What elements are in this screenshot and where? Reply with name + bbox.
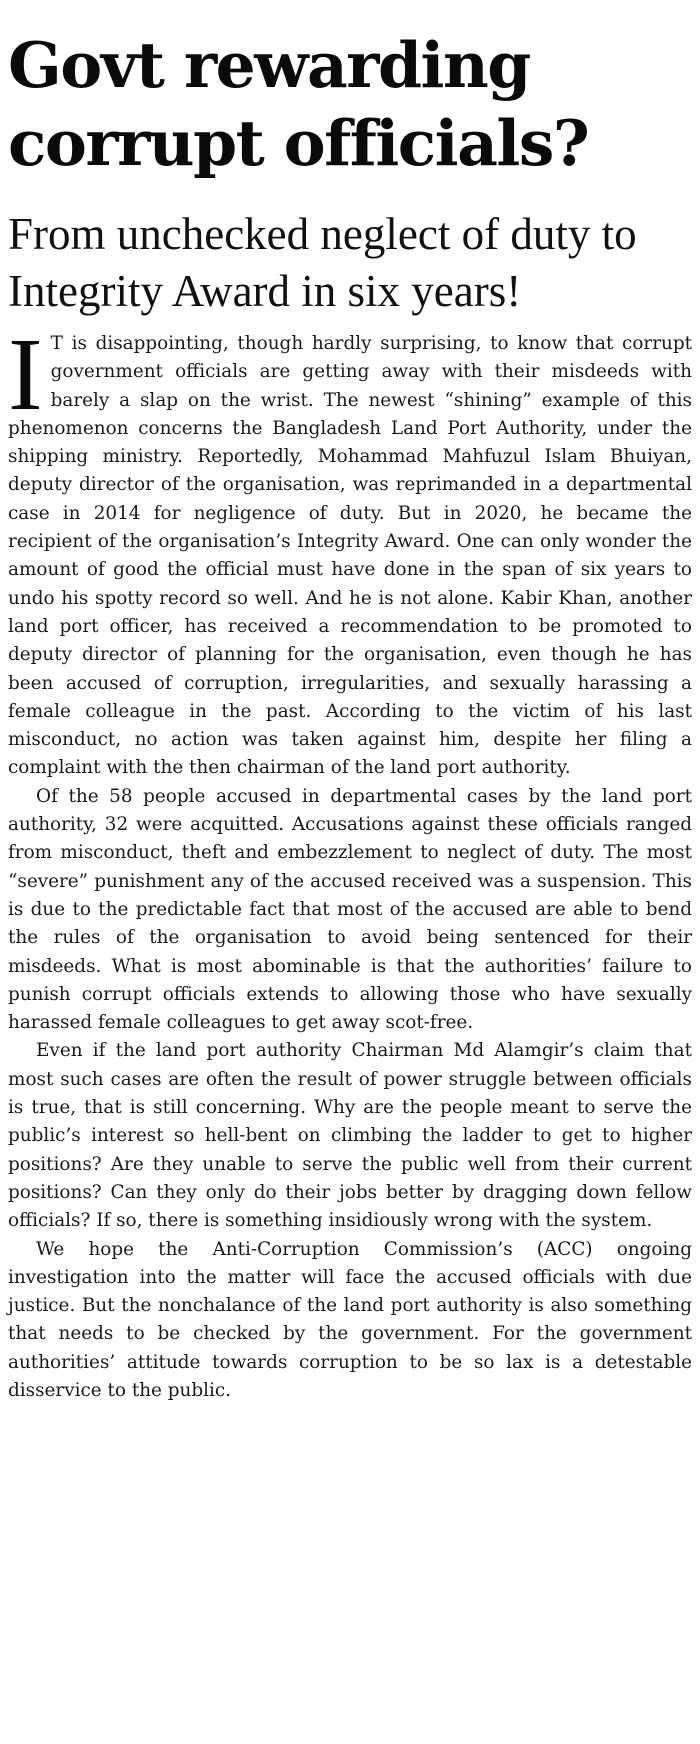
paragraph-3: Even if the land port authority Chairman Md Alamgir’s claim that most such cases are often the result of power struggle between officials is true, that is still concerning. Why are the people meant to serve the public’s interest so hell-bent on climbing the ladder to get to higher positions? Are they unable to serve the public well from their current positions? Can they only do their jobs better by dragging down fellow officials? If so, there is something insidiously wrong with the system. bbox=[8, 1040, 692, 1232]
drop-cap: I bbox=[8, 317, 43, 432]
article-body bbox=[8, 317, 692, 1405]
paragraph-4: We hope the Anti-Corruption Commission’s (ACC) ongoing investigation into the matter will face the accused officials with due justice. But the nonchalance of the land port authority is also something that needs to be checked by the government. For the government authorities’ attitude towards corruption to be so lax is a detestable disservice to the public. bbox=[8, 1238, 692, 1401]
paragraph-1 bbox=[8, 317, 692, 783]
article-subheadline: From unchecked neglect of duty to Integrity Award in six years! bbox=[8, 209, 637, 316]
article-headline: Govt rewarding corrupt officials? bbox=[8, 28, 589, 180]
paragraph-2: Of the 58 people accused in departmental cases by the land port authority, 32 were acquitted. Accusations against these officials ranged from misconduct, theft and embezzlement to neglect of duty. The most “severe” punishment any of the accused received was a suspension. This is due to the predictable fact that most of the accused are able to bend the rules of the organisation to avoid being sentenced for their misdeeds. What is most abominable is that the authorities’ failure to punish corrupt officials extends to allowing those who have sexually harassed female colleagues to get away scot-free. bbox=[8, 785, 692, 1034]
paragraph-1-text: T is disappointing, though hardly surprising, to know that corrupt government officials are getting away with their misdeeds with barely a slap on the wrist. The newest “shining” example of this phenomenon concerns the Bangladesh Land Port Authority, under the shipping ministry. Reportedly, Mohammad Mahfuzul Islam Bhuiyan, deputy director of the organisation, was reprimanded in a departmental case in 2014 for negligence of duty. But in 2020, he became the recipient of the organisation’s Integrity Award. One can only wonder the amount of good the official must have done in the span of six years to undo his spotty record so well. And he is not alone. Kabir Khan, another land port officer, has received a recommendation to be promoted to deputy director of planning for the organisation, even though he has been accused of corruption, irregularities, and sexually harassing a female colleague in the past. According to the victim of his last misconduct, no action was taken against him, despite her filing a complaint with the then chairman of the land port authority. bbox=[8, 333, 692, 779]
